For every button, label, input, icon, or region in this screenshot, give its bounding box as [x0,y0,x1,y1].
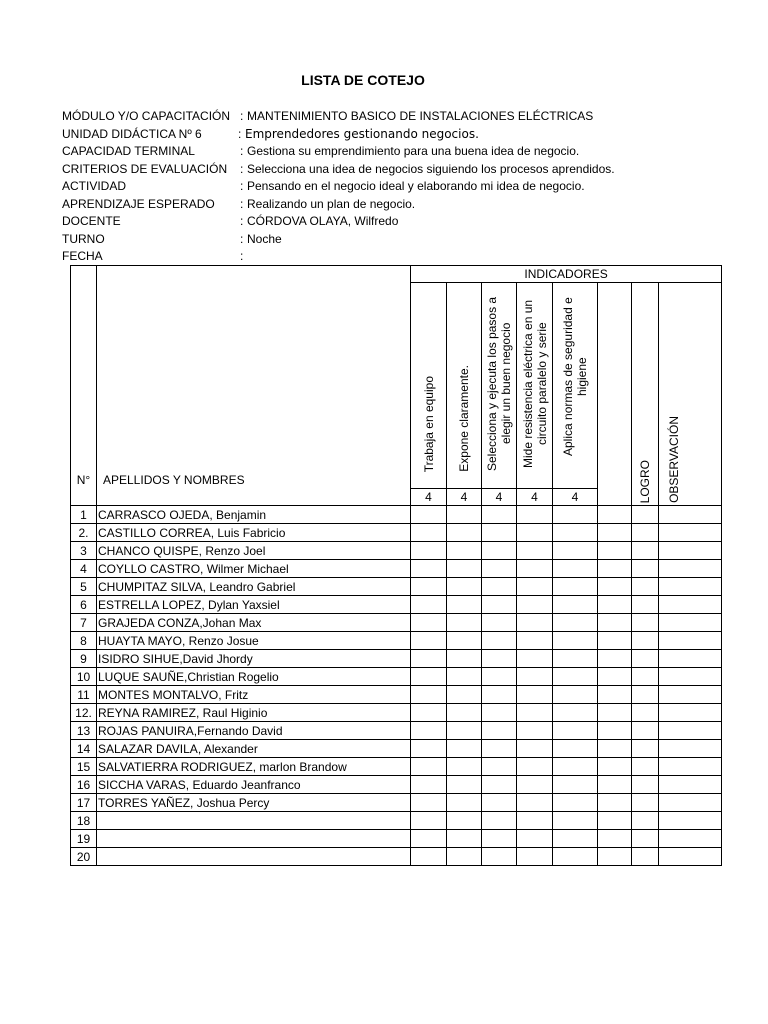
evaluation-cell[interactable] [447,686,482,704]
meta-value: Realizando un plan de negocio. [247,196,416,211]
evaluation-cell[interactable] [659,794,722,812]
row-number: 11 [71,686,97,704]
checklist-table [70,265,722,866]
evaluation-cell[interactable] [517,668,553,686]
evaluation-cell[interactable] [411,794,447,812]
evaluation-cell[interactable] [411,668,447,686]
evaluation-cell[interactable] [447,614,482,632]
evaluation-cell[interactable] [447,722,482,740]
table-row [71,578,722,596]
table-row [71,794,722,812]
evaluation-cell[interactable] [482,812,517,830]
table-row [71,560,722,578]
student-name: MONTES MONTALVO, Fritz [97,686,411,704]
evaluation-cell[interactable] [517,632,553,650]
indicator-label: Aplica normas de seguridad e higiene [561,297,589,456]
evaluation-cell[interactable] [482,776,517,794]
student-name: CHUMPITAZ SILVA, Leandro Gabriel [97,578,411,596]
student-name: ESTRELLA LOPEZ, Dylan Yaxsiel [97,596,411,614]
meta-label: TURNO [62,231,105,246]
evaluation-cell[interactable] [598,578,632,596]
evaluation-cell[interactable] [482,632,517,650]
evaluation-cell[interactable] [482,830,517,848]
indicator-score: 4 [482,489,517,506]
evaluation-cell[interactable] [553,668,598,686]
meta-value: Emprendedores gestionando negocios. [245,126,479,141]
evaluation-cell[interactable] [598,812,632,830]
row-number: 2. [71,524,97,542]
meta-separator: : [240,179,244,193]
student-name: SALVATIERRA RODRIGUEZ, marlon Brandow [97,758,411,776]
student-name: SICCHA VARAS, Eduardo Jeanfranco [97,776,411,794]
meta-label: FECHA [62,249,103,263]
evaluation-cell[interactable] [632,632,659,650]
meta-separator: : [240,161,244,176]
evaluation-cell[interactable] [659,524,722,542]
evaluation-cell[interactable] [553,704,598,722]
evaluation-cell[interactable] [598,668,632,686]
evaluation-cell[interactable] [411,812,447,830]
page-title: LISTA DE COTEJO [301,72,425,88]
evaluation-cell[interactable] [482,668,517,686]
evaluation-cell[interactable] [517,758,553,776]
evaluation-cell[interactable] [553,560,598,578]
indicator-score: 4 [553,489,598,506]
evaluation-cell[interactable] [553,794,598,812]
table-row [71,812,722,830]
evaluation-cell[interactable] [632,776,659,794]
indicator-header [553,283,598,489]
evaluation-cell[interactable] [411,632,447,650]
evaluation-cell[interactable] [482,740,517,758]
student-name: CASTILLO CORREA, Luis Fabricio [97,524,411,542]
student-name: GRAJEDA CONZA,Johan Max [97,614,411,632]
evaluation-cell[interactable] [553,542,598,560]
evaluation-cell[interactable] [482,704,517,722]
evaluation-cell[interactable] [447,704,482,722]
evaluation-cell[interactable] [598,650,632,668]
evaluation-cell[interactable] [598,758,632,776]
evaluation-cell[interactable] [411,722,447,740]
table-row [71,524,722,542]
evaluation-cell[interactable] [632,668,659,686]
indicator-label: Trabaja en equipo [421,375,436,472]
table-row [71,848,722,866]
evaluation-cell[interactable] [553,722,598,740]
evaluation-cell[interactable] [482,686,517,704]
row-number: 13 [71,722,97,740]
evaluation-cell[interactable] [632,830,659,848]
evaluation-cell[interactable] [553,812,598,830]
evaluation-cell[interactable] [482,506,517,524]
student-name [97,848,411,866]
student-name: COYLLO CASTRO, Wilmer Michael [97,560,411,578]
evaluation-cell[interactable] [553,632,598,650]
evaluation-cell[interactable] [598,830,632,848]
table-row [71,632,722,650]
evaluation-cell[interactable] [517,524,553,542]
evaluation-cell[interactable] [632,542,659,560]
evaluation-cell[interactable] [553,848,598,866]
evaluation-cell[interactable] [411,524,447,542]
meta-label: CRITERIOS DE EVALUACIÓN [62,161,228,176]
row-number: 8 [71,632,97,650]
evaluation-cell[interactable] [411,776,447,794]
evaluation-cell[interactable] [411,686,447,704]
evaluation-cell[interactable] [482,650,517,668]
evaluation-cell[interactable] [659,596,722,614]
evaluation-cell[interactable] [553,596,598,614]
evaluation-cell[interactable] [553,758,598,776]
observacion-label: OBSERVACIÓN [667,416,681,503]
student-name: HUAYTA MAYO, Renzo Josue [97,632,411,650]
extra-column-header [598,283,632,506]
evaluation-cell[interactable] [447,740,482,758]
meta-label: CAPACIDAD TERMINAL [62,144,195,158]
evaluation-cell[interactable] [632,650,659,668]
evaluation-cell[interactable] [517,722,553,740]
row-number: 14 [71,740,97,758]
evaluation-cell[interactable] [598,524,632,542]
evaluation-cell[interactable] [447,560,482,578]
meta-label: ACTIVIDAD [62,179,127,193]
student-name: CARRASCO OJEDA, Benjamin [97,506,411,524]
student-name: ROJAS PANUIRA,Fernando David [97,722,411,740]
observacion-header [659,283,722,506]
row-number: 15 [71,758,97,776]
evaluation-cell[interactable] [632,614,659,632]
student-name: ISIDRO SIHUE,David Jhordy [97,650,411,668]
evaluation-cell[interactable] [598,614,632,632]
evaluation-cell[interactable] [447,524,482,542]
indicator-label: Expone claramente. [457,365,471,472]
evaluation-cell[interactable] [447,848,482,866]
student-name: SALAZAR DAVILA, Alexander [97,740,411,758]
evaluation-cell[interactable] [632,794,659,812]
evaluation-cell[interactable] [659,830,722,848]
evaluation-cell[interactable] [632,740,659,758]
table-row [71,704,722,722]
indicator-header [517,283,553,489]
student-name: REYNA RAMIREZ, Raul Higinio [97,704,411,722]
evaluation-cell[interactable] [482,848,517,866]
evaluation-cell[interactable] [517,596,553,614]
meta-separator: : [238,126,242,141]
evaluation-cell[interactable] [411,650,447,668]
evaluation-cell[interactable] [482,794,517,812]
evaluation-cell[interactable] [632,722,659,740]
evaluation-cell[interactable] [659,506,722,524]
table-row [71,542,722,560]
indicator-label: Selecciona y ejecuta los pasos a elegir un buen negocio [485,296,513,471]
row-number: 17 [71,794,97,812]
table-row [71,758,722,776]
meta-separator: : [240,249,244,263]
evaluation-cell[interactable] [598,506,632,524]
evaluation-cell[interactable] [482,578,517,596]
table-row [71,830,722,848]
table-row [71,614,722,632]
indicator-score: 4 [517,489,553,506]
evaluation-cell[interactable] [482,560,517,578]
meta-value: Noche [247,231,282,246]
meta-value: Pensando en el negocio ideal y elaborando mi idea de negocio. [247,179,585,193]
evaluation-cell[interactable] [659,776,722,794]
evaluation-cell[interactable] [553,740,598,758]
evaluation-cell[interactable] [517,776,553,794]
evaluation-cell[interactable] [659,668,722,686]
evaluation-cell[interactable] [517,614,553,632]
evaluation-cell[interactable] [659,686,722,704]
row-number: 9 [71,650,97,668]
evaluation-cell[interactable] [553,830,598,848]
meta-separator: : [240,109,244,123]
row-number: 10 [71,668,97,686]
indicator-header [411,283,447,489]
evaluation-cell[interactable] [517,650,553,668]
evaluation-cell[interactable] [598,686,632,704]
evaluation-cell[interactable] [447,776,482,794]
evaluation-cell[interactable] [517,506,553,524]
evaluation-cell[interactable] [632,596,659,614]
evaluation-cell[interactable] [553,650,598,668]
row-number: 7 [71,614,97,632]
evaluation-cell[interactable] [632,758,659,776]
evaluation-cell[interactable] [411,560,447,578]
evaluation-cell[interactable] [411,740,447,758]
evaluation-cell[interactable] [447,812,482,830]
evaluation-cell[interactable] [447,506,482,524]
evaluation-cell[interactable] [632,524,659,542]
evaluation-cell[interactable] [553,524,598,542]
evaluation-cell[interactable] [659,650,722,668]
evaluation-cell[interactable] [659,542,722,560]
evaluation-cell[interactable] [411,848,447,866]
evaluation-cell[interactable] [632,560,659,578]
row-number: 3 [71,542,97,560]
evaluation-cell[interactable] [632,704,659,722]
row-number: 5 [71,578,97,596]
evaluation-cell[interactable] [447,542,482,560]
evaluation-cell[interactable] [598,560,632,578]
student-name: TORRES YAÑEZ, Joshua Percy [97,794,411,812]
logro-label: LOGRO [638,459,652,503]
evaluation-cell[interactable] [659,758,722,776]
indicator-header [447,283,482,489]
table-row [71,722,722,740]
evaluation-cell[interactable] [517,578,553,596]
table-row [71,686,722,704]
evaluation-cell[interactable] [517,560,553,578]
evaluation-cell[interactable] [411,596,447,614]
table-row [71,506,722,524]
evaluation-cell[interactable] [482,722,517,740]
evaluation-cell[interactable] [447,596,482,614]
meta-value: CÓRDOVA OLAYA, Wilfredo [247,214,399,228]
row-number: 4 [71,560,97,578]
evaluation-cell[interactable] [447,794,482,812]
indicator-score: 4 [411,489,447,506]
evaluation-cell[interactable] [482,596,517,614]
evaluation-cell[interactable] [411,542,447,560]
row-number: 6 [71,596,97,614]
indicator-header [482,283,517,489]
evaluation-cell[interactable] [411,578,447,596]
evaluation-cell[interactable] [447,758,482,776]
evaluation-cell[interactable] [411,614,447,632]
evaluation-cell[interactable] [659,614,722,632]
evaluation-cell[interactable] [598,794,632,812]
meta-value: Selecciona una idea de negocios siguiendo los procesos aprendidos. [247,161,615,176]
indicator-label: Mide resistencia eléctrica en un circuito paralelo y serie [520,299,549,468]
evaluation-cell[interactable] [517,740,553,758]
meta-label: MÓDULO Y/O CAPACITACIÓN [62,109,231,123]
evaluation-cell[interactable] [517,704,553,722]
evaluation-cell[interactable] [659,578,722,596]
student-name: CHANCO QUISPE, Renzo Joel [97,542,411,560]
row-number: 18 [71,812,97,830]
evaluation-cell[interactable] [632,686,659,704]
evaluation-cell[interactable] [447,632,482,650]
meta-value: Gestiona su emprendimiento para una buena idea de negocio. [247,144,580,158]
evaluation-cell[interactable] [598,776,632,794]
evaluation-cell[interactable] [659,740,722,758]
indicators-header: INDICADORES [411,266,722,283]
evaluation-cell[interactable] [482,614,517,632]
row-number: 1 [71,506,97,524]
evaluation-cell[interactable] [598,848,632,866]
names-header: APELLIDOS Y NOMBRES [97,266,411,506]
evaluation-cell[interactable] [517,686,553,704]
meta-separator: : [240,144,244,158]
evaluation-cell[interactable] [517,542,553,560]
student-name [97,812,411,830]
evaluation-cell[interactable] [632,812,659,830]
evaluation-cell[interactable] [553,776,598,794]
meta-value: MANTENIMIENTO BASICO DE INSTALACIONES ELÉCTRICAS [247,109,594,123]
evaluation-cell[interactable] [632,848,659,866]
row-number: 19 [71,830,97,848]
evaluation-cell[interactable] [659,560,722,578]
meta-separator: : [240,196,244,211]
evaluation-cell[interactable] [553,686,598,704]
evaluation-cell[interactable] [517,812,553,830]
evaluation-cell[interactable] [659,632,722,650]
evaluation-cell[interactable] [447,830,482,848]
logro-header [632,283,659,506]
evaluation-cell[interactable] [411,830,447,848]
row-number: 20 [71,848,97,866]
evaluation-cell[interactable] [482,542,517,560]
evaluation-cell[interactable] [598,632,632,650]
evaluation-cell[interactable] [517,830,553,848]
student-name [97,830,411,848]
evaluation-cell[interactable] [659,704,722,722]
row-number: 12. [71,704,97,722]
indicator-score: 4 [447,489,482,506]
evaluation-cell[interactable] [598,722,632,740]
evaluation-cell[interactable] [517,848,553,866]
table-row [71,650,722,668]
table-row [71,776,722,794]
evaluation-cell[interactable] [632,506,659,524]
evaluation-cell[interactable] [447,578,482,596]
evaluation-cell[interactable] [598,596,632,614]
evaluation-cell[interactable] [659,722,722,740]
number-header: N° [71,266,97,506]
evaluation-cell[interactable] [482,758,517,776]
evaluation-cell[interactable] [659,848,722,866]
evaluation-cell[interactable] [598,740,632,758]
meta-label: APRENDIZAJE ESPERADO [62,196,215,211]
evaluation-cell[interactable] [411,506,447,524]
table-row [71,668,722,686]
evaluation-cell[interactable] [632,578,659,596]
meta-separator: : [240,231,244,246]
meta-label: UNIDAD DIDÁCTICA Nº 6 [62,126,202,141]
table-row [71,740,722,758]
evaluation-cell[interactable] [411,758,447,776]
evaluation-cell[interactable] [517,794,553,812]
evaluation-cell[interactable] [447,668,482,686]
meta-label: DOCENTE [62,214,121,228]
evaluation-cell[interactable] [659,812,722,830]
student-name: LUQUE SAUÑE,Christian Rogelio [97,668,411,686]
evaluation-cell[interactable] [482,524,517,542]
evaluation-cell[interactable] [553,578,598,596]
table-row [71,596,722,614]
evaluation-cell[interactable] [411,704,447,722]
evaluation-cell[interactable] [553,506,598,524]
evaluation-cell[interactable] [598,542,632,560]
evaluation-cell[interactable] [447,650,482,668]
row-number: 16 [71,776,97,794]
evaluation-cell[interactable] [553,614,598,632]
evaluation-cell[interactable] [598,704,632,722]
meta-separator: : [240,214,244,228]
